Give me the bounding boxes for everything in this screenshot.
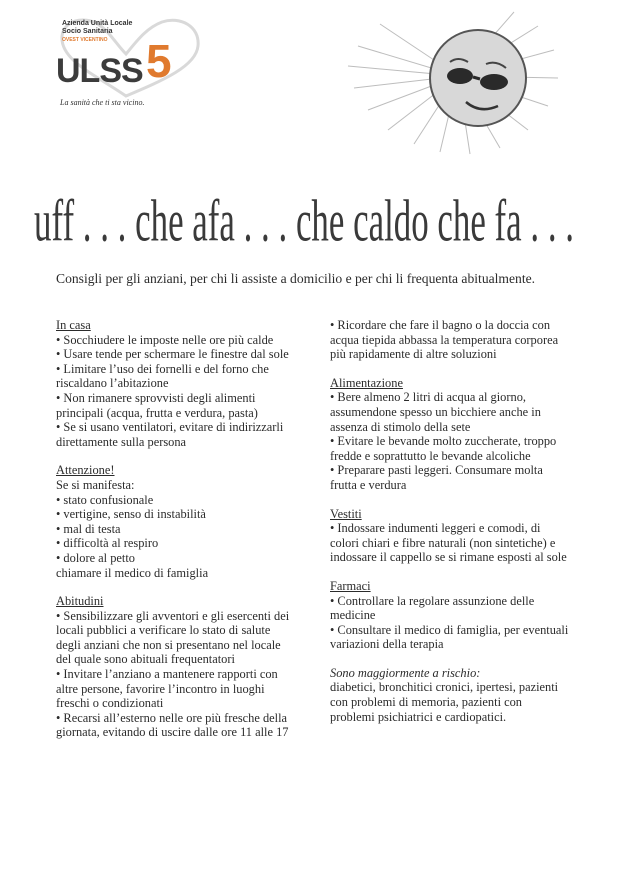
advice-line: riscaldano l’abitazione — [56, 376, 169, 391]
section-heading: In casa — [56, 318, 91, 332]
section-heading: Abitudini — [56, 594, 104, 609]
advice-line: Se si manifesta: — [56, 477, 135, 492]
advice-line: acqua tiepida abbassa la temperatura corporea — [330, 332, 559, 347]
advice-section — [330, 318, 590, 362]
advice-line: principali (acqua, frutta e verdura, pasta) — [56, 405, 258, 420]
logo-number: 5 — [146, 35, 172, 87]
section-heading: Vestiti — [330, 506, 362, 521]
advice-line: indossare il cappello se si rimane esposti al sole — [330, 550, 567, 565]
logo-slogan: La sanità che ti sta vicino. — [60, 98, 145, 107]
advice-line: • Preparare pasti leggeri. Consumare molta — [330, 463, 543, 478]
advice-line: altre persone, favorire l’incontro in luoghi — [56, 681, 265, 696]
advice-line: diabetici, bronchitici cronici, ipertesi, pazienti — [330, 680, 559, 695]
advice-line: • Invitare l’anziano a mantenere rapporti con — [56, 667, 278, 682]
logo-organization — [62, 20, 132, 44]
advice-line: fredde e soprattutto le bevande alcoliche — [330, 448, 531, 463]
advice-line: colori chiari e fibre naturali (non sintetiche) e — [330, 535, 556, 550]
advice-line: • Recarsi all’esterno nelle ore più fresche della — [56, 710, 288, 725]
section-heading: Alimentazione — [330, 375, 403, 390]
advice-line: giornata, evitando di uscire dalle ore 11 alle 17 — [56, 725, 289, 740]
advice-line: • difficoltà al respiro — [56, 536, 159, 551]
logo-org-line3: OVEST VICENTINO — [62, 37, 108, 43]
section-heading: Sono maggiormente a rischio: — [330, 665, 481, 680]
sun-with-sunglasses-illustration — [328, 6, 568, 156]
advice-section — [56, 594, 306, 740]
advice-line: • Ricordare che fare il bagno o la doccia con — [330, 318, 551, 332]
advice-line: • vertigine, senso di instabilità — [56, 507, 206, 522]
advice-line: • Sensibilizzare gli avventori e gli esercenti dei — [56, 608, 290, 623]
advice-line: assenza di stimolo della sete — [330, 419, 471, 434]
advice-line: • Controllare la regolare assunzione delle — [330, 593, 535, 608]
advice-line: • dolore al petto — [56, 550, 136, 565]
advice-line: locali pubblici a verificare lo stato di salute — [56, 623, 271, 638]
logo-org-line1: Azienda Unità Locale — [62, 20, 133, 27]
logo-org-line2: Socio Sanitaria — [62, 28, 113, 35]
advice-line: • Bere almeno 2 litri di acqua al giorno, — [330, 390, 526, 405]
advice-section — [56, 318, 306, 449]
headline — [34, 186, 594, 258]
advice-line: • Usare tende per schermare le finestre dal sole — [56, 347, 289, 362]
advice-line: • Evitare le bevande molto zuccherate, troppo — [330, 434, 557, 449]
advice-line: • Se si usano ventilatori, evitare di indirizzarli — [56, 420, 284, 435]
section-heading: Attenzione! — [56, 463, 115, 478]
advice-line: problemi psichiatrici e cardiopatici. — [330, 709, 507, 724]
advice-line: • mal di testa — [56, 521, 121, 536]
section-heading: Farmaci — [330, 578, 371, 593]
ulss-logo — [54, 14, 214, 114]
advice-section — [330, 507, 590, 565]
advice-line: • Non rimanere sprovvisti degli alimenti — [56, 390, 256, 405]
advice-section — [330, 376, 590, 493]
advice-line: freschi o condizionati — [56, 696, 164, 711]
advice-line: degli anziani che non si presentano nel locale — [56, 637, 281, 652]
advice-section — [330, 666, 590, 724]
advice-section — [330, 579, 590, 652]
advice-line: • Socchiudere le imposte nelle ore più calde — [56, 332, 274, 347]
logo-wordmark: ULSS — [56, 52, 143, 90]
advice-section — [56, 463, 306, 580]
advice-line: frutta e verdura — [330, 477, 407, 492]
advice-line: del quale sono abituali frequentatori — [56, 652, 235, 667]
advice-line: direttamente sulla persona — [56, 434, 187, 449]
advice-line: chiamare il medico di famiglia — [56, 565, 209, 580]
right-column — [330, 318, 590, 738]
advice-line: • stato confusionale — [56, 492, 154, 507]
advice-line: • Limitare l’uso dei fornelli e del forno che — [56, 361, 269, 376]
advice-line: • Consultare il medico di famiglia, per eventuali — [330, 622, 569, 637]
advice-line: assumendone spesso un bicchiere anche in — [330, 404, 541, 419]
intro-text: Consigli per gli anziani, per chi li assiste a domicilio e per chi li frequenta abitualmente. — [56, 271, 536, 286]
advice-line: variazioni della terapia — [330, 637, 444, 652]
advice-line: più rapidamente di altre soluzioni — [330, 347, 497, 362]
advice-line: • Indossare indumenti leggeri e comodi, di — [330, 521, 541, 536]
advice-line: con problemi di memoria, pazienti con — [330, 695, 522, 710]
advice-line: medicine — [330, 608, 376, 623]
headline-text: uff . . . che afa . . . che caldo che fa . . . — [34, 189, 574, 254]
left-column — [56, 318, 306, 754]
